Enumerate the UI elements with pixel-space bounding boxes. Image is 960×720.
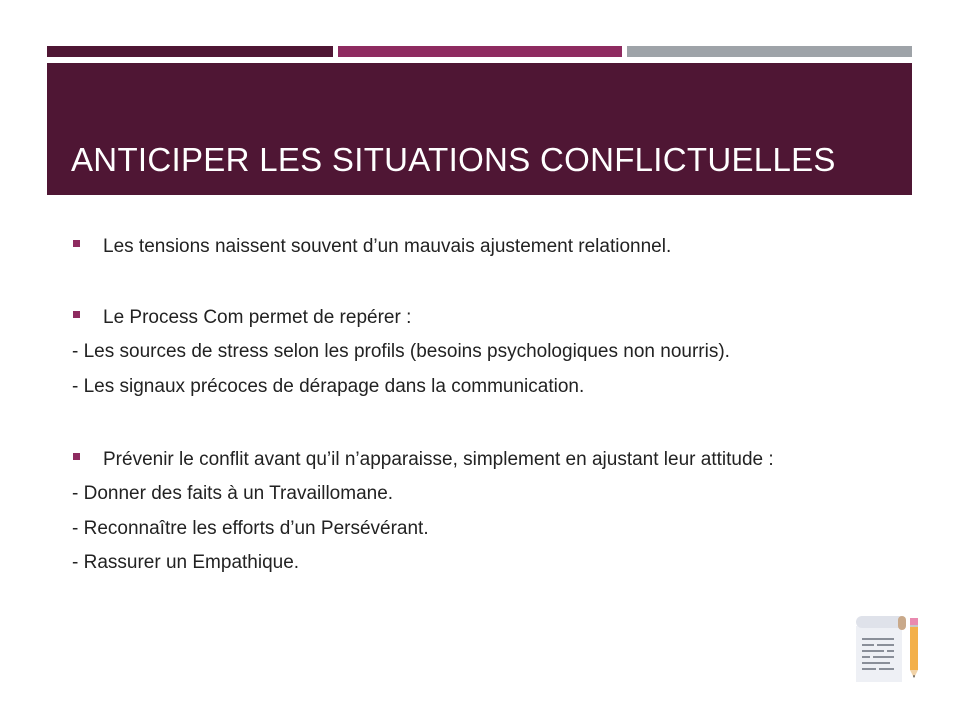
sub-item: - Les signaux précoces de dérapage dans la communication. [72, 376, 585, 397]
bullet-text: Le Process Com permet de repérer : [103, 307, 412, 328]
title-banner [47, 63, 912, 195]
bullet-text: Les tensions naissent souvent d’un mauvais ajustement relationnel. [103, 236, 672, 257]
accent-bar-3 [627, 46, 912, 57]
slide-title: ANTICIPER LES SITUATIONS CONFLICTUELLES [71, 141, 836, 178]
accent-bar-1 [47, 46, 333, 57]
sub-item: - Reconnaître les efforts d’un Persévérant. [72, 518, 429, 539]
bullet-icon [73, 240, 80, 247]
bullet-icon [73, 311, 80, 318]
sub-item: - Les sources de stress selon les profils (besoins psychologiques non nourris). [72, 341, 730, 362]
bullet-text: Prévenir le conflit avant qu’il n’apparaisse, simplement en ajustant leur attitude : [103, 449, 774, 470]
bullet-icon [73, 453, 80, 460]
sub-item: - Donner des faits à un Travaillomane. [72, 483, 394, 504]
notepad-pencil-icon [852, 612, 924, 684]
sub-item: - Rassurer un Empathique. [72, 552, 300, 573]
accent-bar-2 [338, 46, 622, 57]
